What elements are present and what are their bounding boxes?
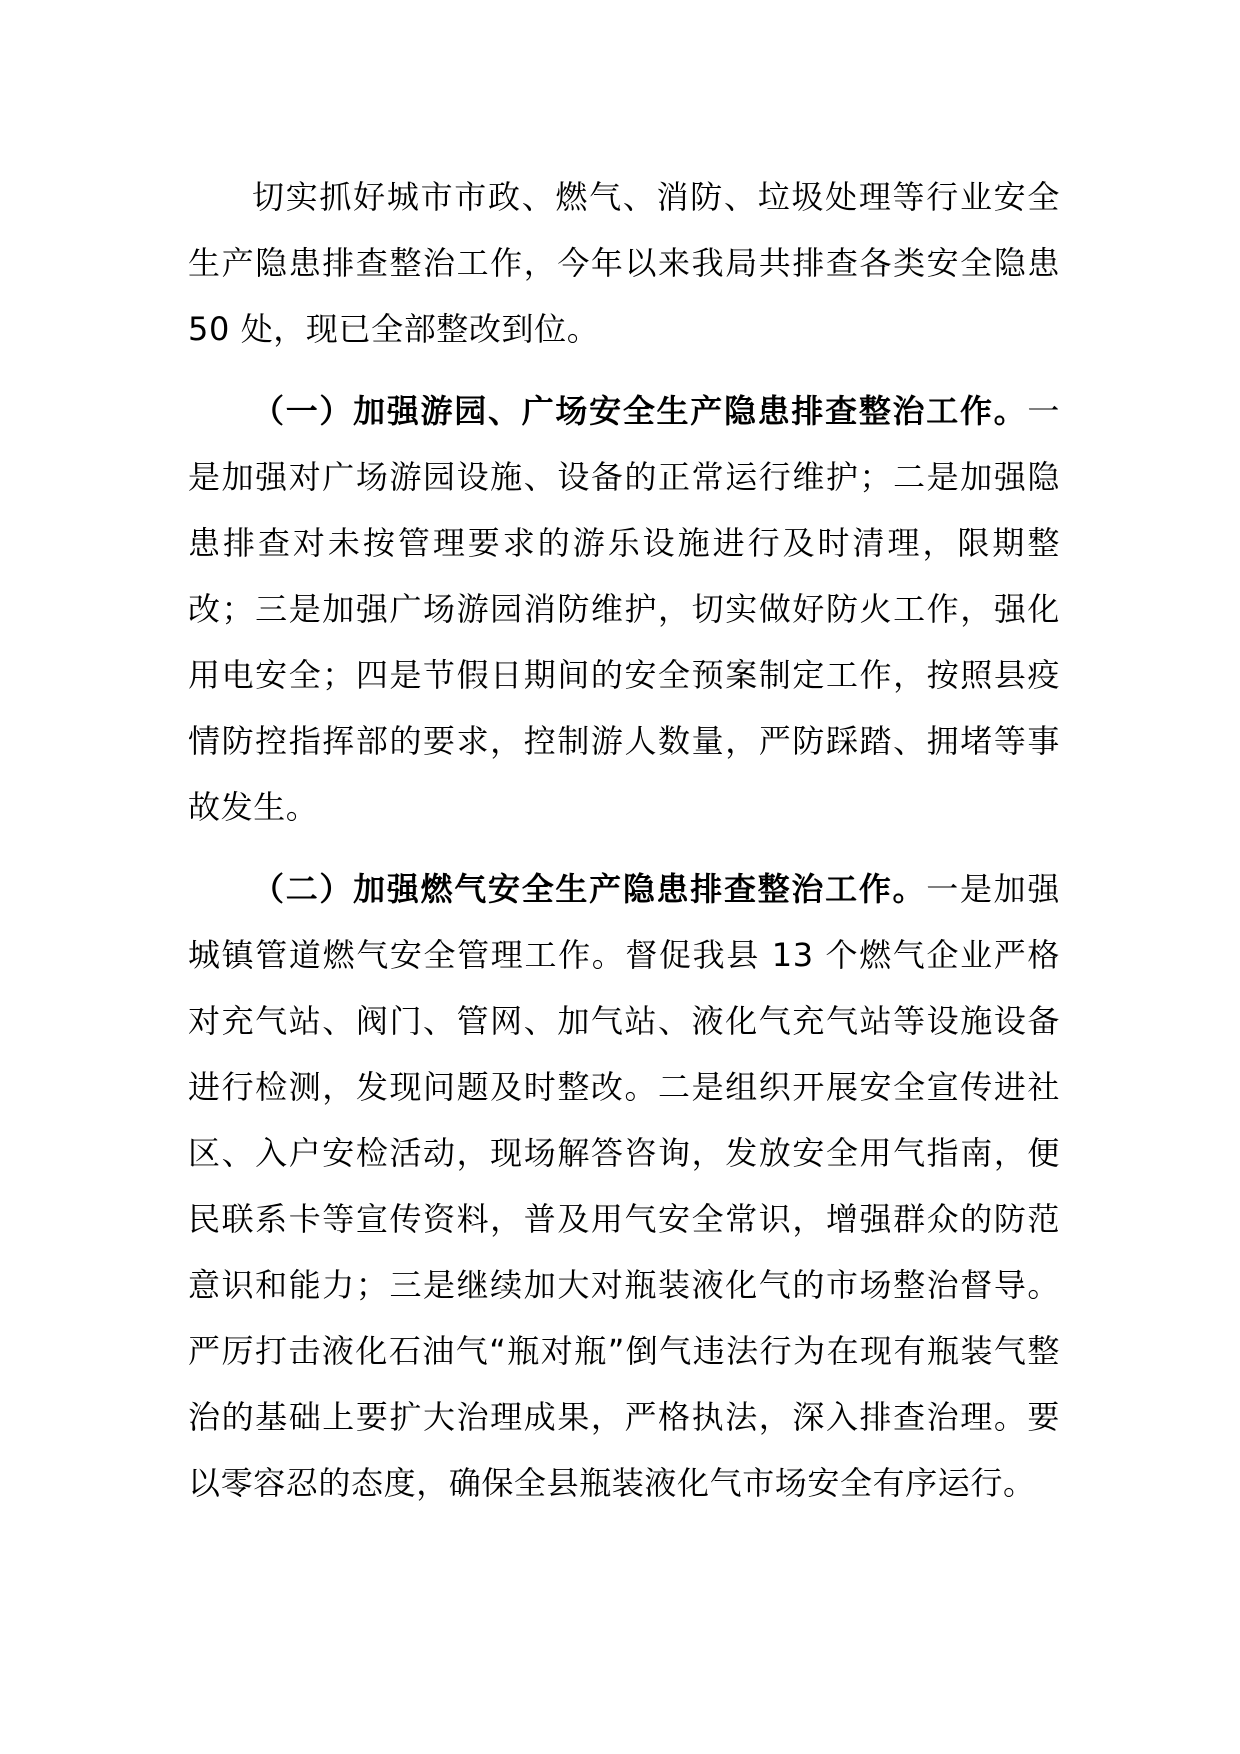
paragraph-section-1 [188,378,1060,840]
paragraph-intro-text: 切实抓好城市市政、燃气、消防、垃圾处理等行业安全生产隐患排查整治工作，今年以来我局共排查各类安全隐患 50 处，现已全部整改到位。 [188,178,1060,348]
section-2-text: 一是加强城镇管道燃气安全管理工作。督促我县 13 个燃气企业严格对充气站、阀门、管网、加气站、液化气充气站等设施设备进行检测，发现问题及时整改。二是组织开展安全宣传进社区、入户安检活动，现场解答咨询，发放安全用气指南，便民联系卡等宣传资料，普及用气安全常识，增强群众的防范意识和能力；三是继续加大对瓶装液化气的市场整治督导。严厉打击液化石油气“瓶对瓶”倒气违法行为在现有瓶装气整治的基础上要扩大治理成果，严格执法，深入排查治理。要以零容忍的态度，确保全县瓶装液化气市场安全有序运行。 [188,870,1060,1502]
paragraph-section-2 [188,856,1060,1516]
section-1-text: 一是加强对广场游园设施、设备的正常运行维护；二是加强隐患排查对未按管理要求的游乐设施进行及时清理，限期整改；三是加强广场游园消防维护，切实做好防火工作，强化用电安全；四是节假日期间的安全预案制定工作，按照县疫情防控指挥部的要求，控制游人数量，严防踩踏、拥堵等事故发生。 [188,392,1060,826]
section-2-heading: （二）加强燃气安全生产隐患排查整治工作。 [252,870,927,908]
section-1-heading: （一）加强游园、广场安全生产隐患排查整治工作。 [252,392,1028,430]
document-body [188,164,1060,1532]
paragraph-intro [188,164,1060,362]
